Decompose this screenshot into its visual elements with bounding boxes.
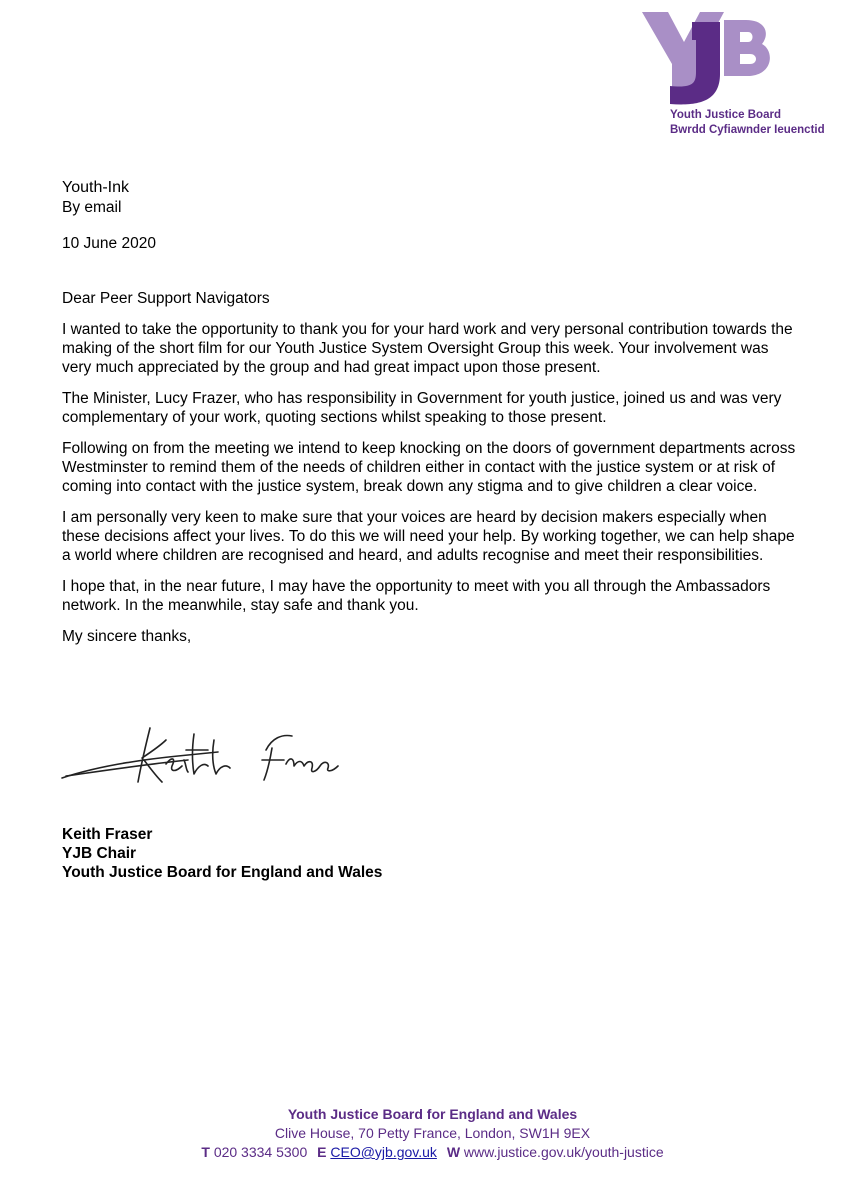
paragraph-2: The Minister, Lucy Frazer, who has responsibility in Government for youth justice, joined us and was very complementary of your work, quoting sections whilst speaking to those present. xyxy=(62,390,782,426)
letter-body xyxy=(62,178,802,646)
delivery-method: By email xyxy=(62,199,122,216)
yjb-logo-mark xyxy=(640,12,780,107)
closing: My sincere thanks, xyxy=(62,628,192,645)
paragraph-3: Following on from the meeting we intend to keep knocking on the doors of government departments across Westminster to remind them of the needs of children either in contact with the justice system or at risk of coming into contact with the justice system, break down any stigma and to give children a clear voice. xyxy=(62,440,796,495)
handwritten-signature xyxy=(58,720,348,790)
paragraph-4: I am personally very keen to make sure that your voices are heard by decision makers especially when these decisions affect your lives. To do this we will need your help. By working together, we can help shape a world where children are recognised and heard, and adults recognise and meet their responsibilities. xyxy=(62,509,795,564)
footer-address: Clive House, 70 Petty France, London, SW1H 9EX xyxy=(274,1125,591,1141)
letter-date: 10 June 2020 xyxy=(62,235,156,252)
paragraph-5: I hope that, in the near future, I may have the opportunity to meet with you all through the Ambassadors network. In the meanwhile, stay safe and thank you. xyxy=(62,578,771,614)
signatory-name: Keith Fraser xyxy=(62,826,153,843)
signatory-title: YJB Chair xyxy=(62,845,137,862)
salutation: Dear Peer Support Navigators xyxy=(62,290,270,307)
letter-footer xyxy=(0,1105,865,1162)
signoff-block xyxy=(62,825,382,882)
paragraph-1: I wanted to take the opportunity to thank you for your hard work and very personal contribution towards the making of the short film for our Youth Justice System Oversight Group this week. Your involvement was very much appreciated by the group and had great impact upon those present. xyxy=(62,321,793,376)
logo-mark-glyphs xyxy=(642,12,770,104)
email-label: E xyxy=(317,1144,327,1160)
phone-number: 020 3334 5300 xyxy=(213,1144,308,1160)
yjb-logo xyxy=(640,12,840,142)
signatory-organisation: Youth Justice Board for England and Wales xyxy=(62,864,383,881)
website-link[interactable]: www.justice.gov.uk/youth-justice xyxy=(463,1144,664,1160)
recipient-name: Youth-Ink xyxy=(62,179,130,196)
logo-text-welsh: Bwrdd Cyfiawnder Ieuenctid xyxy=(670,124,825,136)
web-label: W xyxy=(446,1144,461,1160)
footer-contact xyxy=(0,1143,865,1162)
email-link[interactable]: CEO@yjb.gov.uk xyxy=(330,1144,437,1160)
footer-organisation: Youth Justice Board for England and Wales xyxy=(287,1106,578,1122)
logo-text-english: Youth Justice Board xyxy=(670,109,781,121)
phone-label: T xyxy=(201,1144,210,1160)
